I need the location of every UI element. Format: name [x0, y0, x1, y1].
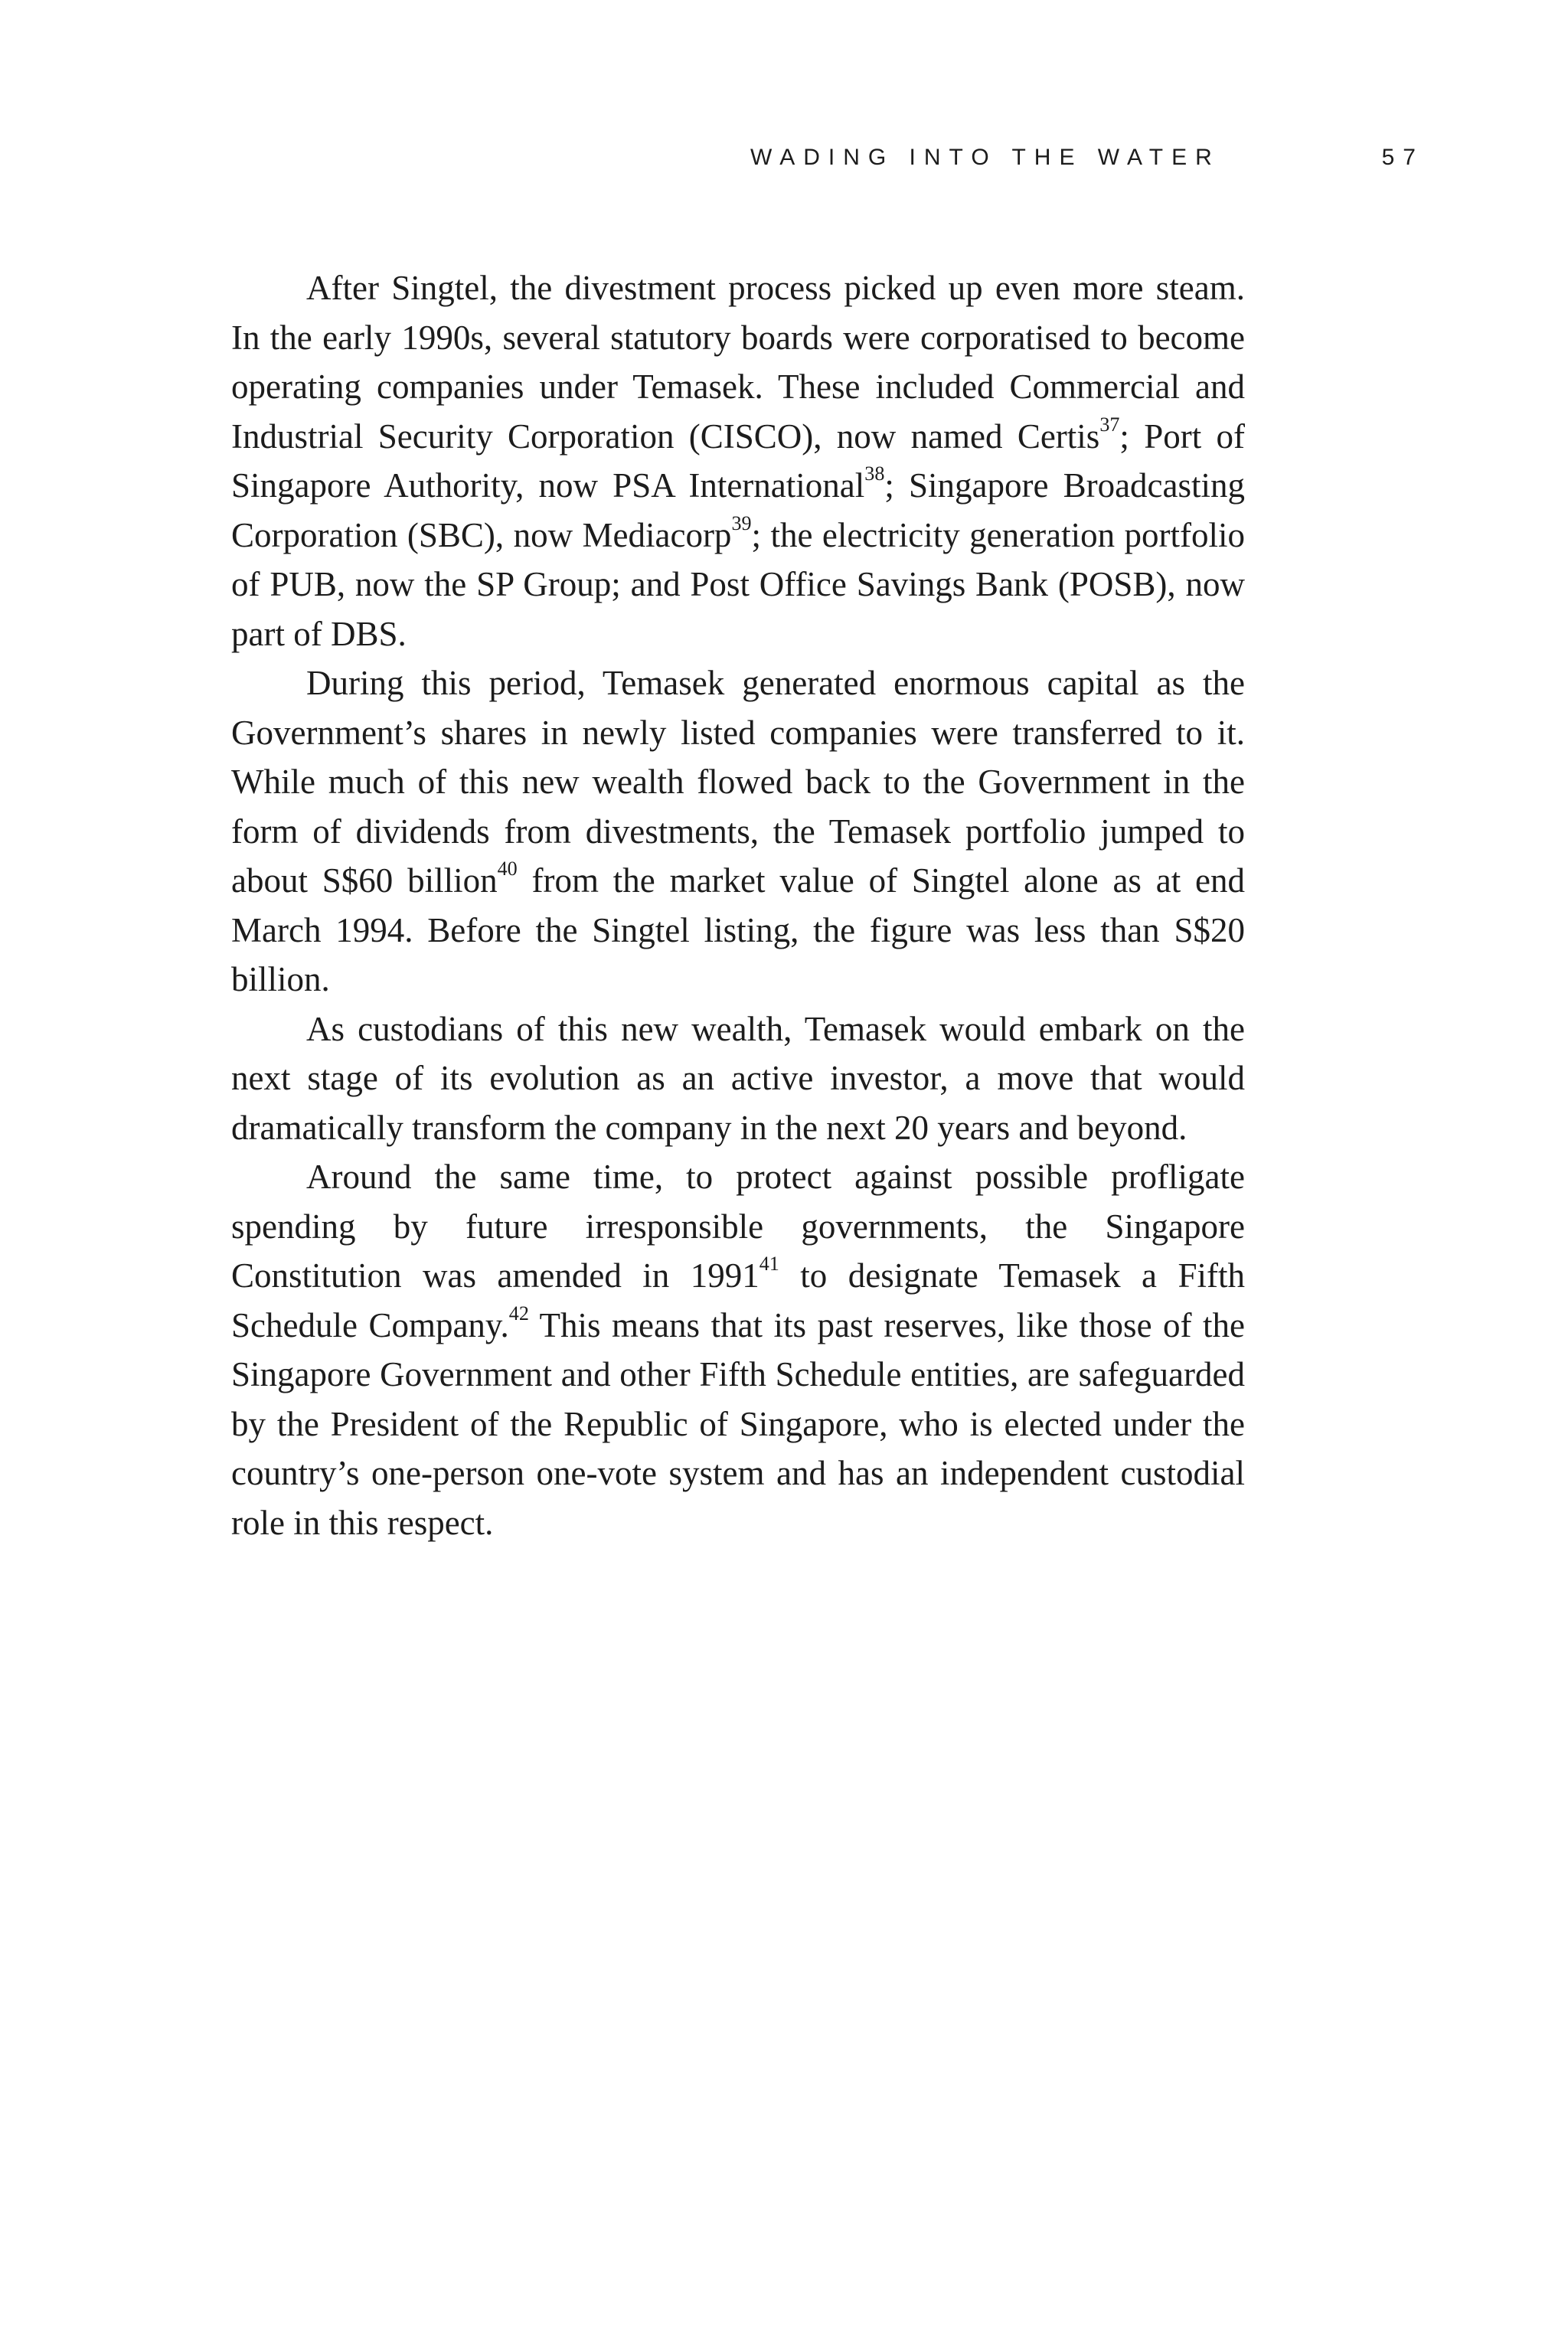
text-span: to designate Temasek a Fifth Schedule Company.: [231, 1256, 1245, 1344]
footnote-ref-38: 38: [864, 462, 885, 485]
running-title: WADING INTO THE WATER: [750, 145, 1220, 170]
body-text: [231, 263, 1245, 1547]
footnote-ref-41: 41: [759, 1252, 779, 1275]
text-span: As custodians of this new wealth, Temasek would embark on the next stage of its evolution as an active investor, a move that would dramatically transform the company in the next 20 years and beyond.: [231, 1009, 1245, 1147]
footnote-ref-42: 42: [508, 1302, 529, 1325]
paragraph-4: [231, 1152, 1245, 1547]
paragraph-1: [231, 263, 1245, 658]
text-span: ; Port of Singapore Authority, now PSA International: [231, 416, 1245, 505]
footnote-ref-39: 39: [731, 511, 752, 534]
paragraph-3: [231, 1004, 1245, 1153]
footnote-ref-40: 40: [497, 857, 518, 880]
text-span: This means that its past reserves, like those of the Singapore Government and other Fifth Schedule entities, are safeguarded by the President of the Republic of Singapore, who is elected under the country’s one-person one-vote system and has an independent custodial role in this respect.: [231, 1305, 1245, 1542]
text-span: After Singtel, the divestment process picked up even more steam. In the early 1990s, several statutory boards were corporatised to become operating companies under Temasek. These included Commercial and Industrial Security Corporation (CISCO), now named Certis: [231, 269, 1245, 456]
page-number: 57: [1381, 145, 1424, 170]
text-span: During this period, Temasek generated enormous capital as the Government’s shares in newly listed companies were transferred to it. While much of this new wealth flowed back to the Government in the form of dividends from divestments, the Temasek portfolio jumped to about S$60 billion: [231, 664, 1245, 900]
text-span: ; the electricity generation portfolio of PUB, now the SP Group; and Post Office Savings Bank (POSB), now part of DBS.: [231, 515, 1245, 653]
text-span: Around the same time, to protect against possible profligate spending by future irresponsible governments, the Singapore Constitution was amended in 1991: [231, 1158, 1245, 1295]
text-span: ; Singapore Broadcasting Corporation (SBC), now Mediacorp: [231, 466, 1246, 554]
footnote-ref-37: 37: [1099, 413, 1120, 436]
running-head: [750, 142, 1424, 173]
paragraph-2: [231, 658, 1245, 1004]
text-span: from the market value of Singtel alone as at end March 1994. Before the Singtel listing, the figure was less than S$20 billion.: [231, 861, 1245, 998]
